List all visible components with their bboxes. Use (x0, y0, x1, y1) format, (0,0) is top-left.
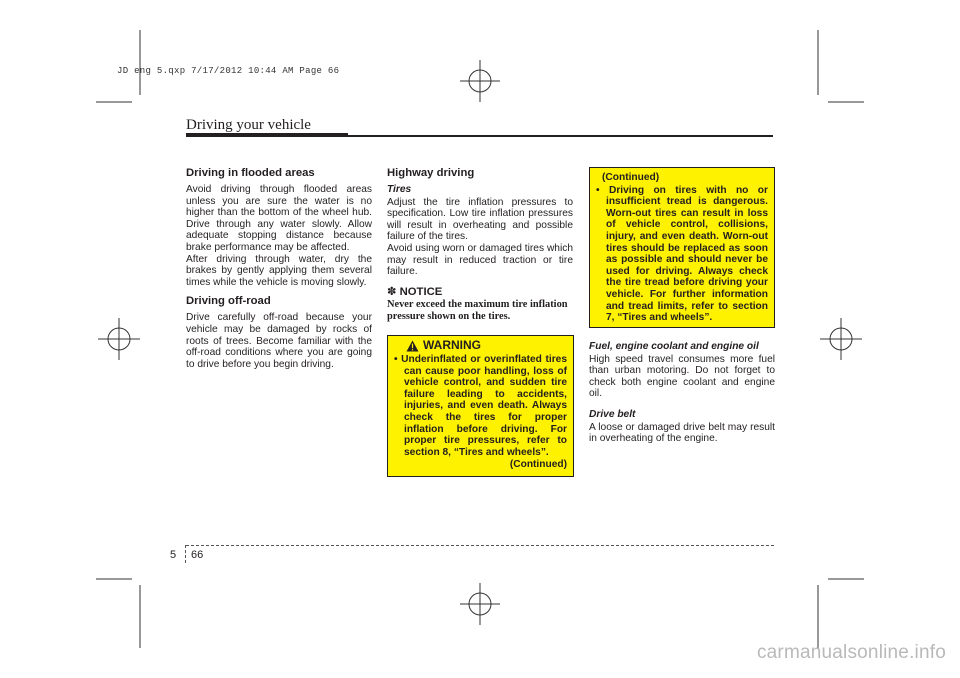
header-rule-thin (348, 135, 773, 137)
registration-mark-bottom-icon (460, 583, 500, 625)
flooded-areas-text-2: After driving through water, dry the brakes by gently applying them several times while the vehicle is moving slowly. (186, 253, 372, 288)
fuel-text: High speed travel consumes more fuel than urban motoring. Do not forget to check both engine coolant and engine oil. (589, 353, 775, 400)
fuel-subheading: Fuel, engine coolant and engine oil (589, 341, 759, 352)
notice-heading: ✽ NOTICE (387, 285, 443, 298)
watermark: carmanualsonline.info (756, 642, 946, 663)
drive-belt-text: A loose or damaged drive belt may result in overheating of the engine. (589, 421, 775, 445)
middle-column (387, 167, 573, 323)
header-rule-thick (186, 133, 348, 137)
continued-warning-text: • Driving on tires with no or insufficient tread is dangerous. Worn-out tires can result in loss of vehicle control, collisions, injury, and even death. Worn-out tires should be replaced as soon as possible and should never be used for driving. Always check the tire tread before driving your vehicle. For further information and tread limits, refer to section 7, “Tires and wheels”. (596, 184, 768, 324)
page-number: 66 (191, 549, 204, 561)
warning-header (406, 340, 567, 352)
off-road-text: Drive carefully off-road because your vehicle may be damaged by rocks of roots of trees. Become familiar with the off-road conditions where you are going to drive before you begin driving. (186, 312, 372, 370)
continued-warning-box (589, 167, 775, 328)
warning-continued-label: (Continued) (509, 459, 567, 471)
warning-box (387, 335, 574, 477)
footer-divider (185, 545, 186, 563)
registration-mark-top-icon (460, 60, 500, 102)
continued-label: (Continued) (602, 172, 660, 183)
registration-mark-right-icon (820, 318, 862, 360)
warning-text: • Underinflated or overinflated tires can cause poor handling, loss of vehicle control, and sudden tire failure leading to accidents, injuries, and even death. Always check the tires for proper inflation before driving. For proper tire pressures, refer to section 8, “Tires and wheels”. (394, 354, 567, 458)
registration-mark-left-icon (98, 318, 140, 360)
section-header-title: Driving your vehicle (186, 117, 311, 133)
notice-text: Never exceed the maximum tire inflation pressure shown on the tires. (387, 299, 568, 322)
footer-rule (186, 545, 774, 546)
tires-text: Adjust the tire inflation pressures to specification. Low tire inflation pressures will result in overheating and possible failure of the tires. (387, 196, 573, 243)
left-column (186, 167, 372, 370)
warning-title: WARNING (423, 338, 481, 353)
tires-subheading: Tires (387, 184, 412, 195)
tires-text-2: Avoid using worn or damaged tires which may result in reduced traction or tire failure. (387, 242, 573, 278)
warning-triangle-icon (406, 340, 419, 352)
chapter-number: 5 (170, 549, 177, 561)
flooded-areas-text: Avoid driving through flooded areas unless you are sure the water is no higher than the bottom of the wheel hub. Drive through any water slowly. Allow adequate stopping distance because brake performance may be affected. (186, 184, 372, 253)
flooded-areas-heading: Driving in flooded areas (186, 167, 315, 179)
off-road-heading: Driving off-road (186, 295, 271, 308)
drive-belt-subheading: Drive belt (589, 408, 636, 420)
right-column (589, 341, 775, 445)
printer-slug: JD eng 5.qxp 7/17/2012 10:44 AM Page 66 (117, 66, 340, 76)
highway-driving-heading: Highway driving (387, 167, 475, 179)
